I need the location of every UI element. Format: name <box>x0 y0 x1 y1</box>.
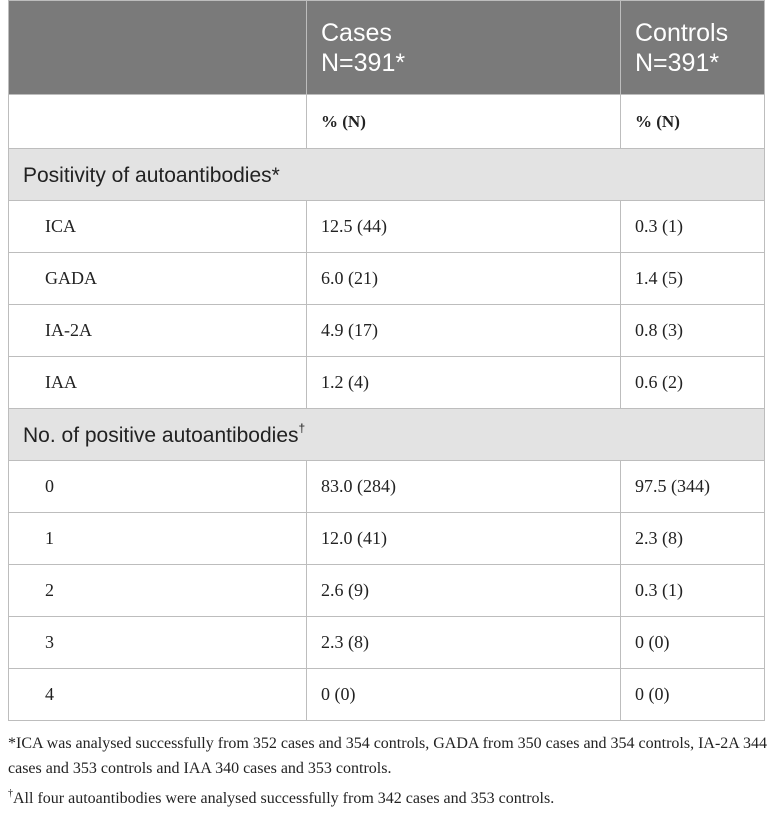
table-row <box>9 305 765 357</box>
cases-value: 83.0 (284) <box>307 461 621 513</box>
units-row <box>9 95 765 149</box>
footnote-2-text: All four autoantibodies were analysed successfully from 342 cases and 353 controls. <box>13 790 555 807</box>
row-label: ICA <box>9 201 307 253</box>
controls-value: 1.4 (5) <box>621 253 765 305</box>
cases-value: 2.6 (9) <box>307 565 621 617</box>
cases-value: 4.9 (17) <box>307 305 621 357</box>
table-row <box>9 513 765 565</box>
section-title-mark: † <box>298 421 306 435</box>
table-row <box>9 617 765 669</box>
row-label: 1 <box>9 513 307 565</box>
controls-value: 0.8 (3) <box>621 305 765 357</box>
header-controls <box>621 1 765 95</box>
controls-value: 0.3 (1) <box>621 201 765 253</box>
header-cases-n: N=391* <box>321 48 406 77</box>
units-empty-cell <box>9 95 307 149</box>
row-label: IA-2A <box>9 305 307 357</box>
cases-value: 12.5 (44) <box>307 201 621 253</box>
controls-value: 0.3 (1) <box>621 565 765 617</box>
cases-value: 0 (0) <box>307 669 621 721</box>
table-row <box>9 565 765 617</box>
section-title-text: Positivity of autoantibodies* <box>23 164 280 187</box>
table-row <box>9 357 765 409</box>
header-cases <box>307 1 621 95</box>
header-cases-title: Cases <box>321 18 392 47</box>
controls-value: 2.3 (8) <box>621 513 765 565</box>
section-title <box>9 149 765 201</box>
controls-value: 0 (0) <box>621 617 765 669</box>
header-controls-n: N=391* <box>635 48 720 77</box>
section-header-row <box>9 409 765 461</box>
cases-value: 1.2 (4) <box>307 357 621 409</box>
row-label: GADA <box>9 253 307 305</box>
controls-value: 97.5 (344) <box>621 461 765 513</box>
cases-value: 2.3 (8) <box>307 617 621 669</box>
controls-value: 0.6 (2) <box>621 357 765 409</box>
table-row <box>9 201 765 253</box>
footnote-2-mark: † <box>8 788 13 799</box>
units-controls: % (N) <box>621 95 765 149</box>
footnotes <box>8 731 768 811</box>
row-label: 2 <box>9 565 307 617</box>
section-title <box>9 409 765 461</box>
cases-value: 6.0 (21) <box>307 253 621 305</box>
footnote-2 <box>8 781 768 811</box>
footnote-1: *ICA was analysed successfully from 352 cases and 354 controls, GADA from 350 cases and 354 controls, IA-2A 344 cases and 353 controls and IAA 340 cases and 353 controls. <box>8 735 767 777</box>
row-label: 4 <box>9 669 307 721</box>
row-label: IAA <box>9 357 307 409</box>
row-label: 0 <box>9 461 307 513</box>
units-cases: % (N) <box>307 95 621 149</box>
table-row <box>9 669 765 721</box>
table-row <box>9 253 765 305</box>
header-empty-cell <box>9 1 307 95</box>
table-container <box>8 0 767 811</box>
section-header-row <box>9 149 765 201</box>
header-controls-title: Controls <box>635 18 729 47</box>
controls-value: 0 (0) <box>621 669 765 721</box>
row-label: 3 <box>9 617 307 669</box>
table-row <box>9 461 765 513</box>
cases-value: 12.0 (41) <box>307 513 621 565</box>
table-header-row <box>9 1 765 95</box>
section-title-text: No. of positive autoantibodies <box>23 424 299 447</box>
autoantibody-table <box>8 0 765 721</box>
